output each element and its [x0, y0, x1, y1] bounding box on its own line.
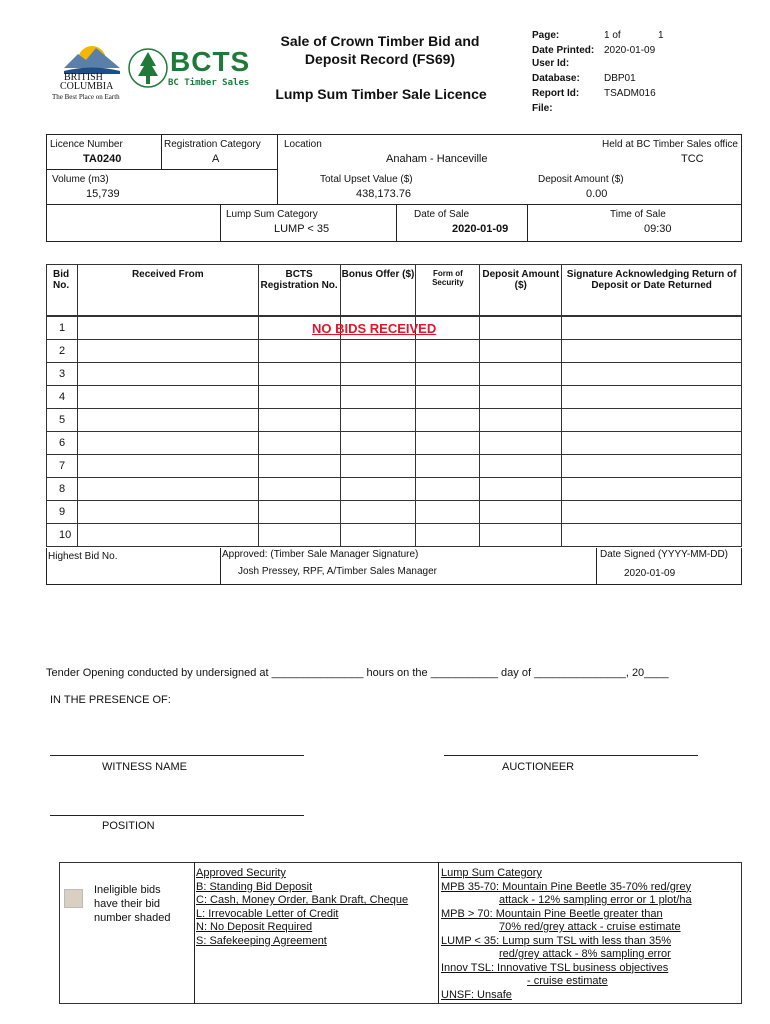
- date-of-sale-value: 2020-01-09: [452, 223, 509, 235]
- table-row: [47, 455, 742, 478]
- bcts-name: BCTS: [170, 46, 251, 77]
- file-label: File:: [532, 103, 553, 114]
- table-cell[interactable]: [258, 340, 340, 363]
- table-cell[interactable]: [416, 432, 480, 455]
- table-cell[interactable]: [416, 455, 480, 478]
- table-cell[interactable]: [480, 455, 562, 478]
- date-printed-value: 2020-01-09: [604, 45, 656, 56]
- report-id-value: TSADM016: [604, 88, 656, 99]
- table-cell[interactable]: [562, 501, 742, 524]
- bc-government-logo: [50, 38, 130, 104]
- table-cell[interactable]: [480, 340, 562, 363]
- position-label: POSITION: [102, 820, 155, 832]
- table-row: [47, 386, 742, 409]
- licence-number-label: Licence Number: [50, 139, 123, 150]
- title-line1: Sale of Crown Timber Bid and: [280, 33, 480, 49]
- category-legend: Lump Sum Category MPB 35-70: Mountain Pine Beetle 35-70% red/grey attack - 12% sampling error or 1 plot/ha MPB > 70: Mountain Pine Beetle greater than 70% red/grey attack - cruise estimate LUMP < 35: Lump sum TSL with less than 35% red/grey attack - 8% sampling error Innov TSL: Innovative TSL business objectives - cruise estimate UNSF: Unsafe: [441, 867, 692, 1001]
- table-cell[interactable]: [416, 386, 480, 409]
- bcts-logo: [128, 46, 251, 96]
- table-cell[interactable]: [77, 501, 258, 524]
- bid-number: 1: [47, 316, 78, 340]
- signature-header: Signature Acknowledging Return of Deposit or Date Returned: [562, 265, 742, 317]
- database-value: DBP01: [604, 73, 636, 84]
- bids-table: [46, 264, 742, 547]
- table-cell[interactable]: [562, 386, 742, 409]
- lump-category-value: LUMP < 35: [274, 223, 330, 235]
- table-cell[interactable]: [77, 478, 258, 501]
- table-cell[interactable]: [258, 478, 340, 501]
- table-row: [47, 524, 742, 547]
- table-cell[interactable]: [77, 432, 258, 455]
- volume-label: Volume (m3): [52, 174, 109, 185]
- table-cell[interactable]: [562, 409, 742, 432]
- table-cell[interactable]: [77, 455, 258, 478]
- bid-number: 9: [47, 501, 78, 524]
- upset-value: 438,173.76: [356, 188, 412, 200]
- bid-number: 4: [47, 386, 78, 409]
- table-cell[interactable]: [416, 409, 480, 432]
- table-cell[interactable]: [258, 409, 340, 432]
- upset-label: Total Upset Value ($): [320, 174, 413, 185]
- in-presence-of: IN THE PRESENCE OF:: [50, 694, 171, 706]
- time-of-sale-label: Time of Sale: [610, 209, 666, 220]
- table-cell[interactable]: [562, 316, 742, 340]
- table-cell[interactable]: [416, 478, 480, 501]
- approved-label: Approved: (Timber Sale Manager Signature): [222, 549, 419, 560]
- table-cell[interactable]: [77, 316, 258, 340]
- ineligible-note: Ineligible bids have their bid number shaded: [94, 884, 171, 924]
- bid-number: 8: [47, 478, 78, 501]
- table-cell[interactable]: [258, 432, 340, 455]
- table-cell[interactable]: [416, 524, 480, 547]
- table-row: [47, 501, 742, 524]
- table-cell[interactable]: [480, 316, 562, 340]
- location-value: Anaham - Hanceville: [386, 153, 488, 165]
- table-cell[interactable]: [480, 432, 562, 455]
- approver-name: Josh Pressey, RPF, A/Timber Sales Manager: [238, 566, 437, 577]
- user-id-label: User Id:: [532, 58, 570, 69]
- highest-bid-label: Highest Bid No.: [48, 551, 118, 562]
- table-cell[interactable]: [562, 363, 742, 386]
- table-cell[interactable]: [480, 409, 562, 432]
- bid-number: 5: [47, 409, 78, 432]
- table-cell[interactable]: [562, 524, 742, 547]
- no-bids-received: NO BIDS RECEIVED: [312, 321, 437, 336]
- table-cell[interactable]: [258, 386, 340, 409]
- bc-logo-tagline: The Best Place on Earth: [52, 93, 120, 101]
- date-of-sale-label: Date of Sale: [414, 209, 470, 220]
- deposit-amount-label: Deposit Amount ($): [538, 174, 624, 185]
- bonus-offer-header: Bonus Offer ($): [340, 265, 416, 317]
- time-of-sale-value: 09:30: [644, 223, 672, 235]
- witness-name-label: WITNESS NAME: [102, 761, 187, 773]
- table-cell[interactable]: [416, 340, 480, 363]
- deposit-amount-value: 0.00: [586, 188, 608, 200]
- bcts-subname: BC Timber Sales: [168, 78, 250, 88]
- table-cell[interactable]: [480, 363, 562, 386]
- tree-seal-icon: [128, 46, 168, 90]
- table-cell[interactable]: [340, 363, 416, 386]
- table-cell[interactable]: [562, 455, 742, 478]
- table-cell[interactable]: [258, 363, 340, 386]
- bcts-registration-header: BCTS Registration No.: [258, 265, 340, 317]
- form-of-security-header: Form of Security: [416, 265, 480, 317]
- report-id-label: Report Id:: [532, 88, 580, 99]
- page-subtitle: Lump Sum Timber Sale Licence: [275, 86, 487, 102]
- witness-signature-line: [50, 755, 304, 756]
- page-total: 1: [658, 30, 664, 41]
- table-cell[interactable]: [258, 524, 340, 547]
- office-value: TCC: [681, 153, 704, 165]
- table-row: [47, 363, 742, 386]
- table-cell[interactable]: [562, 432, 742, 455]
- table-cell[interactable]: [340, 409, 416, 432]
- bid-number: 10: [47, 524, 78, 547]
- bc-logo-text1: BRITISH: [64, 72, 103, 83]
- database-label: Database:: [532, 73, 580, 84]
- table-cell[interactable]: [77, 340, 258, 363]
- table-cell[interactable]: [340, 478, 416, 501]
- table-cell[interactable]: [340, 340, 416, 363]
- date-signed-label: Date Signed (YYYY-MM-DD): [600, 549, 729, 560]
- table-cell[interactable]: [340, 501, 416, 524]
- table-cell[interactable]: [340, 455, 416, 478]
- table-cell[interactable]: [77, 363, 258, 386]
- bid-number: 2: [47, 340, 78, 363]
- lump-category-label: Lump Sum Category: [226, 209, 318, 220]
- table-row: [47, 478, 742, 501]
- table-row: [47, 340, 742, 363]
- table-cell[interactable]: [77, 524, 258, 547]
- shaded-swatch: [64, 889, 83, 908]
- page-label: Page:: [532, 30, 560, 41]
- table-cell[interactable]: [77, 386, 258, 409]
- table-cell[interactable]: [340, 524, 416, 547]
- received-from-header: Received From: [77, 265, 258, 317]
- table-cell[interactable]: [480, 524, 562, 547]
- date-printed-label: Date Printed:: [532, 45, 595, 56]
- page-value: 1 of: [604, 30, 621, 41]
- table-cell[interactable]: [416, 363, 480, 386]
- volume-value: 15,739: [86, 188, 120, 200]
- bid-number: 3: [47, 363, 78, 386]
- table-cell[interactable]: [416, 501, 480, 524]
- table-cell[interactable]: [480, 501, 562, 524]
- table-cell[interactable]: [480, 478, 562, 501]
- table-cell[interactable]: [340, 432, 416, 455]
- date-signed-value: 2020-01-09: [624, 568, 676, 579]
- bid-number: 6: [47, 432, 78, 455]
- location-label: Location: [284, 139, 322, 150]
- table-cell[interactable]: [258, 455, 340, 478]
- table-cell[interactable]: [340, 386, 416, 409]
- table-cell[interactable]: [77, 409, 258, 432]
- registration-category: A: [212, 153, 220, 165]
- bid-number: 7: [47, 455, 78, 478]
- table-cell[interactable]: [562, 340, 742, 363]
- tender-opening-line: Tender Opening conducted by undersigned at _______________ hours on the ___________ day of _______________, 20____: [46, 667, 669, 679]
- table-cell[interactable]: [562, 478, 742, 501]
- deposit-amount-header: Deposit Amount ($): [480, 265, 562, 317]
- table-cell[interactable]: [480, 386, 562, 409]
- office-label: Held at BC Timber Sales office: [602, 139, 738, 150]
- auctioneer-signature-line: [444, 755, 698, 756]
- licence-number: TA0240: [83, 153, 122, 165]
- table-cell[interactable]: [258, 501, 340, 524]
- auctioneer-label: AUCTIONEER: [502, 761, 575, 773]
- registration-category-label: Registration Category: [164, 139, 261, 150]
- table-row: [47, 432, 742, 455]
- title-line2: Deposit Record (FS69): [304, 51, 456, 67]
- table-row: [47, 409, 742, 432]
- bid-no-header: Bid No.: [47, 265, 78, 317]
- position-signature-line: [50, 815, 304, 816]
- security-legend: Approved Security B: Standing Bid Deposit C: Cash, Money Order, Bank Draft, Cheque L: Irrevocable Letter of Credit N: No Deposit Required S: Safekeeping Agreement: [196, 867, 409, 947]
- bc-logo-text2: COLUMBIA: [60, 81, 114, 92]
